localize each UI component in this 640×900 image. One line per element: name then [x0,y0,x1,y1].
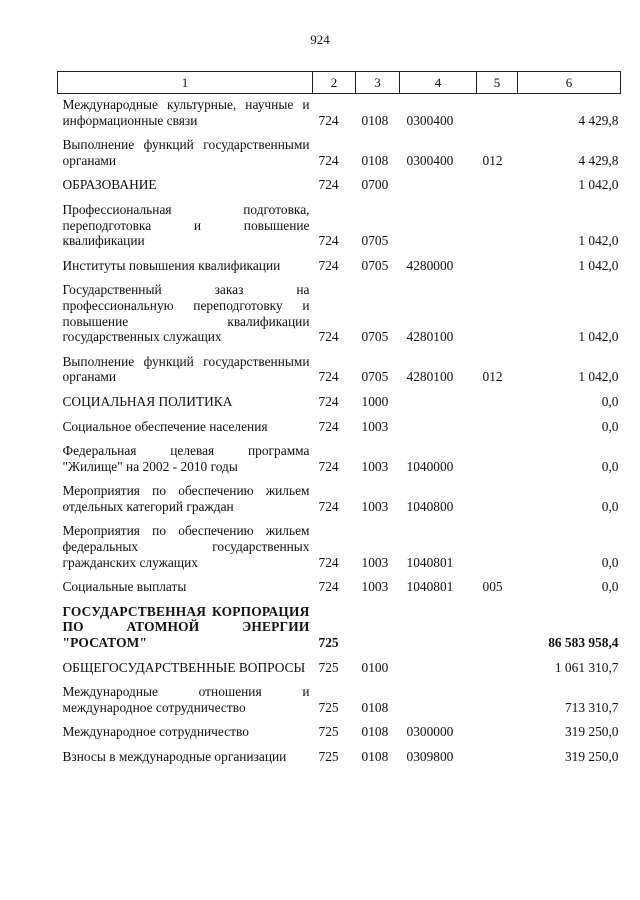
table-row [58,657,621,682]
row-code-col3: 0705 [361,233,389,249]
row-code-col4: 1040801 [406,579,454,595]
row-code-col5 [477,520,518,576]
row-code-col3: 0108 [361,112,389,128]
row-name: ГОСУДАРСТВЕННАЯ КОРПОРАЦИЯ ПО АТОМНОЙ ЭНЕРГИИ "РОСАТОМ" [62,603,310,651]
row-code-col4: 4280000 [406,257,454,273]
row-name: Профессиональная подготовка, переподготовка и повышение квалификации [62,201,310,249]
row-name: Международные отношения и международное сотрудничество [62,684,310,715]
row-name: Институты повышения квалификации [62,257,281,273]
row-code-col4: 1040000 [406,458,454,474]
row-code-col5 [477,440,518,480]
row-name: Международные культурные, научные и информационные связи [62,97,310,128]
row-amount: 319 250,0 [564,749,619,764]
row-code-col2: 725 [318,749,339,764]
row-code-col3: 0108 [361,749,389,764]
row-name: Выполнение функций государственными органами [62,353,310,385]
row-code-col5 [477,746,518,771]
row-code-col3: 1003 [361,498,389,514]
row-code-col4: 0300400 [406,112,454,128]
table-row [58,746,621,771]
row-code-col4 [400,657,477,682]
row-code-col3: 1003 [361,554,389,570]
row-amount: 1 042,0 [578,233,619,249]
row-code-col4 [400,391,477,416]
row-code-col3: 0108 [361,152,389,168]
row-code-col2: 724 [318,152,339,168]
row-code-col2: 725 [318,724,339,740]
row-code-col5 [477,721,518,746]
row-amount: 86 583 958,4 [548,635,619,651]
row-code-col3: 1003 [361,579,389,595]
row-name: ОБРАЗОВАНИЕ [62,177,157,193]
row-code-col5 [477,279,518,350]
row-code-col2: 724 [318,458,339,474]
row-amount: 0,0 [601,579,619,595]
row-code-col3: 0705 [361,257,389,273]
row-code-col4 [400,174,477,199]
row-code-col5 [477,94,518,135]
table-row [58,351,621,391]
row-code-col3 [356,601,400,657]
row-code-col2: 725 [318,659,339,675]
row-code-col4: 4280100 [406,369,454,385]
row-code-col2: 725 [318,635,339,651]
row-code-col2: 724 [318,579,339,595]
row-amount: 1 061 310,7 [554,659,619,675]
row-code-col5 [477,480,518,520]
table-row [58,255,621,280]
table-row [58,94,621,135]
budget-table [57,71,621,771]
row-amount: 1 042,0 [578,329,619,345]
row-amount: 4 429,8 [578,112,619,128]
table-body [58,94,621,771]
column-header: 2 [313,72,356,94]
row-name: Социальное обеспечение населения [62,418,268,434]
row-code-col4 [400,601,477,657]
row-name: ОБЩЕГОСУДАРСТВЕННЫЕ ВОПРОСЫ [62,659,306,675]
row-code-col4: 4280100 [406,329,454,345]
row-code-col2: 724 [318,498,339,514]
row-amount: 0,0 [601,418,619,434]
row-code-col4: 0300000 [406,724,454,740]
table-row [58,480,621,520]
row-code-col2: 725 [318,699,339,715]
row-amount: 1 042,0 [578,177,619,193]
row-name: Мероприятия по обеспечению жильем федеральных государственных гражданских служащих [62,523,310,570]
row-amount: 1 042,0 [578,257,619,273]
row-amount: 319 250,0 [564,724,619,740]
row-code-col5 [477,681,518,721]
row-code-col5 [477,601,518,657]
row-code-col2: 724 [318,418,339,434]
row-code-col4: 1040800 [406,498,454,514]
row-code-col2: 724 [318,554,339,570]
row-code-col2: 724 [318,257,339,273]
row-name: Выполнение функций государственными органами [62,137,310,168]
row-code-col2: 724 [318,329,339,345]
row-amount: 0,0 [601,393,619,409]
row-name: Взносы в международные организации [62,749,287,764]
table-header-row [58,72,621,94]
row-code-col3: 0700 [361,177,389,193]
row-code-col2: 724 [318,177,339,193]
table-row [58,601,621,657]
row-code-col4 [400,681,477,721]
row-code-col2: 724 [318,112,339,128]
row-code-col5: 012 [482,152,503,168]
row-code-col5: 005 [482,579,503,595]
row-amount: 713 310,7 [564,699,619,715]
row-code-col3: 0108 [361,699,389,715]
table-row [58,416,621,441]
row-code-col2: 724 [318,393,339,409]
row-code-col4: 1040801 [406,554,454,570]
page-number: 924 [310,32,330,47]
row-amount: 4 429,8 [578,152,619,168]
column-header: 4 [400,72,477,94]
row-code-col3: 1003 [361,458,389,474]
column-header: 3 [356,72,400,94]
table-row [58,440,621,480]
row-code-col4: 0300400 [406,152,454,168]
row-name: Социальные выплаты [62,579,187,595]
row-name: Федеральная целевая программа "Жилище" на 2002 - 2010 годы [62,443,310,474]
row-code-col3: 1003 [361,418,389,434]
row-code-col5 [477,199,518,255]
row-code-col3: 0705 [361,369,389,385]
row-code-col5 [477,657,518,682]
table-row [58,681,621,721]
table-row [58,576,621,601]
row-code-col3: 1000 [361,393,389,409]
row-code-col5 [477,416,518,441]
row-code-col5 [477,255,518,280]
table-row [58,391,621,416]
row-code-col3: 0705 [361,329,389,345]
row-name: Мероприятия по обеспечению жильем отдельных категорий граждан [62,483,310,514]
row-code-col4 [400,416,477,441]
row-code-col2: 724 [318,369,339,385]
table-row [58,199,621,255]
column-header: 5 [477,72,518,94]
row-code-col5: 012 [482,369,503,385]
row-code-col5 [477,174,518,199]
row-code-col4: 0309800 [406,749,454,764]
row-amount: 0,0 [601,498,619,514]
column-header: 6 [518,72,621,94]
row-name: Международное сотрудничество [62,724,249,740]
row-amount: 0,0 [601,458,619,474]
row-code-col4 [400,199,477,255]
table-row [58,174,621,199]
row-name: Государственный заказ на профессиональную переподготовку и повышение квалификации государственных служащих [62,282,310,345]
row-code-col3: 0108 [361,724,389,740]
table-row [58,721,621,746]
table-row [58,520,621,576]
row-code-col2: 724 [318,233,339,249]
row-code-col5 [477,391,518,416]
table-row [58,279,621,350]
table-row [58,134,621,174]
row-amount: 1 042,0 [578,369,619,385]
row-name: СОЦИАЛЬНАЯ ПОЛИТИКА [62,393,233,409]
row-amount: 0,0 [601,554,619,570]
row-code-col3: 0100 [361,659,389,675]
column-header: 1 [58,72,313,94]
